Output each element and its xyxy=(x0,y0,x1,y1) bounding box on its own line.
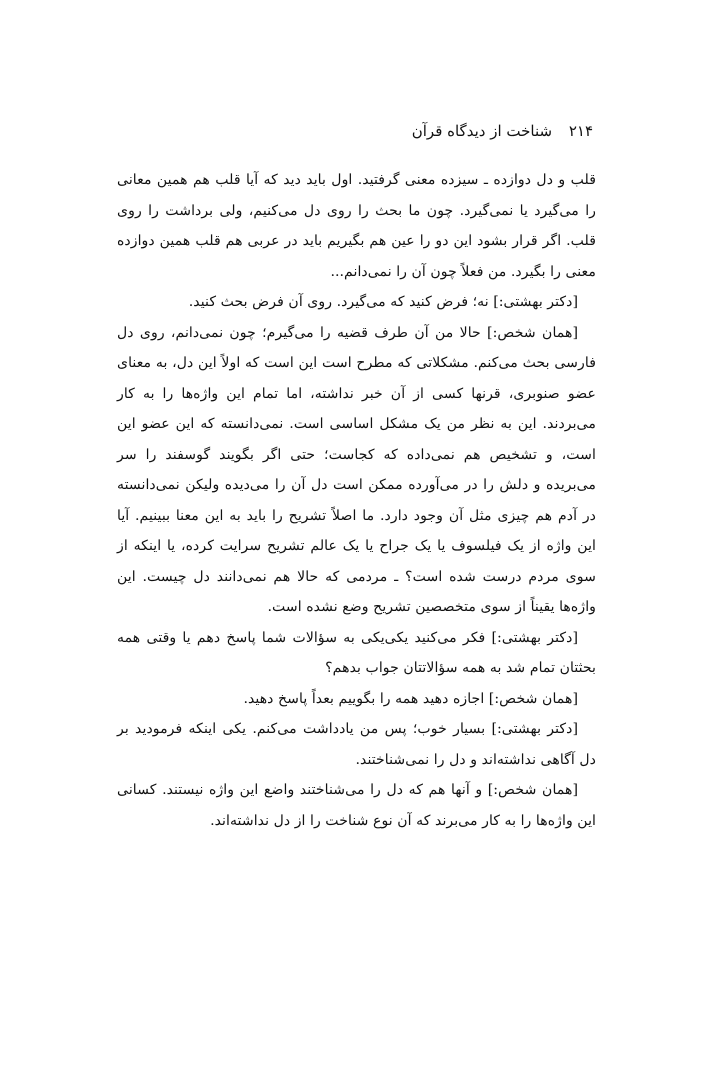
chapter-title: شناخت از دیدگاه قرآن xyxy=(411,122,553,140)
paragraph-beheshti-1: [دکتر بهشتی:] نه؛ فرض کنید که می‌گیرد. روی آن فرض بحث کنید. xyxy=(188,294,578,310)
paragraph-continuation: قلب و دل دوازده ـ سیزده معنی گرفتید. اول باید دید که آیا قلب هم همین معانی را می‌گیرد یا نمی‌گیرد. چون ما بحث را روی دل می‌کنیم، ولی برداشت را روی قلب. اگر قرار بشود این دو را عین هم بگیریم باید در عربی هم قلب همین دوازده معنی را بگیرد. من فعلاً چون آن را نمی‌دانم... xyxy=(117,172,596,280)
running-header xyxy=(412,120,593,142)
paragraph-beheshti-2: [دکتر بهشتی:] فکر می‌کنید یکی‌یکی به سؤالات شما پاسخ دهم یا وقتی همه بحثتان تمام شد به همه سؤالاتتان جواب بدهم؟ xyxy=(117,629,596,676)
page-number: ۲۱۴ xyxy=(568,122,593,140)
body-text xyxy=(117,165,596,836)
paragraph-same-person-2: [همان شخص:] اجازه دهید همه را بگوییم بعداً پاسخ دهید. xyxy=(243,690,578,707)
paragraph-beheshti-3: [دکتر بهشتی:] بسیار خوب؛ پس من یادداشت می‌کنم. یکی اینکه فرمودید بر دل آگاهی نداشته‌اند و دل را نمی‌شناختند. xyxy=(117,721,596,768)
paragraph-same-person-3: [همان شخص:] و آنها هم که دل را می‌شناختند واضع این واژه نیستند. کسانی این واژه‌ها را به کار می‌برند که آن نوع شناخت را از دل نداشته‌اند. xyxy=(117,782,596,829)
paragraph-same-person-1: [همان شخص:] حالا من آن طرف قضیه را می‌گیرم؛ چون نمی‌دانم، روی دل فارسی بحث می‌کنم. مشکلاتی که مطرح است این است که اولاً این دل، به معنای عضو صنوبری، قرنها کسی از آن خبر نداشته، اما تمام این واژه‌ها را به کار می‌بردند. این به نظر من یک مشکل اساسی است. نمی‌دانسته که این عضو این است، و تشخیص هم نمی‌داده که کجاست؛ حتی اگر بگویند گوسفند را سر می‌بریده و دلش را در می‌آورده ممکن است دل آن را می‌دیده ولیکن نمی‌دانسته در آدم هم چیزی مثل آن وجود دارد. ما اصلاً تشریح را باید به این معنا ببینیم. آیا این واژه از یک فیلسوف یا یک جراح یا یک عالم تشریح سرایت کرده، یا اینکه از سوی مردم درست شده است؟ ـ مردمی که حالا هم نمی‌دانند دل چیست. این واژه‌ها یقیناً از سوی متخصصین تشریح وضع نشده است. xyxy=(117,324,596,615)
